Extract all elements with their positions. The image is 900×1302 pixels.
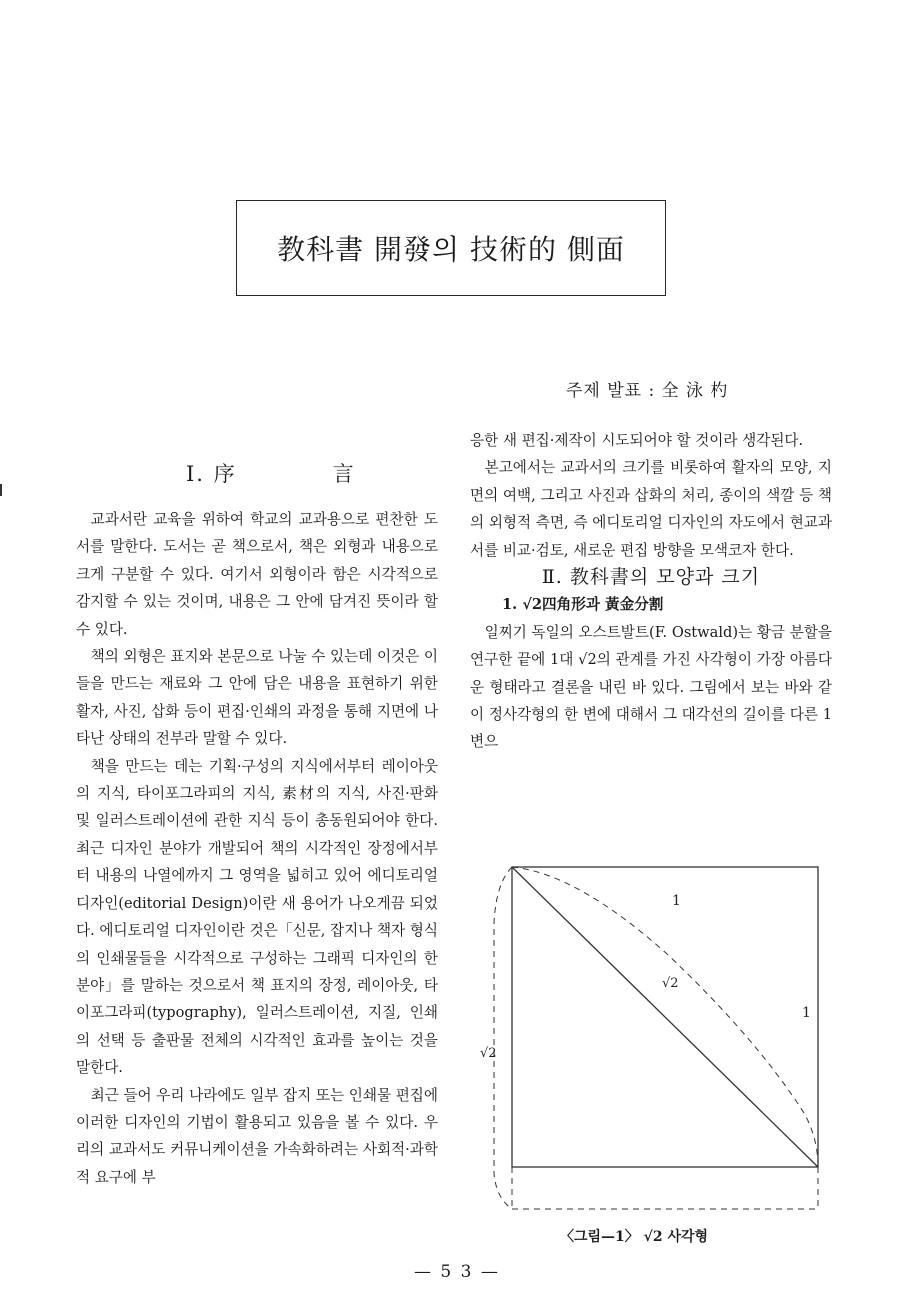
diagonal-line bbox=[512, 867, 818, 1167]
label-right: 1 bbox=[802, 1005, 811, 1021]
scan-edge-mark bbox=[0, 484, 2, 496]
page-number: — 5 3 — bbox=[414, 1262, 500, 1282]
figure-caption: 〈그림—1〉 √2 사각형 bbox=[560, 1229, 709, 1245]
dashed-arc-left bbox=[494, 867, 512, 1209]
label-top: 1 bbox=[672, 893, 681, 909]
section-1-heading bbox=[186, 458, 356, 488]
label-diagonal: √2 bbox=[662, 976, 679, 991]
presenter-line: 주제 발표 : 全 泳 杓 bbox=[566, 381, 729, 401]
body-paragraph: 일찌기 독일의 오스트발트(F. Ostwald)는 황금 분할을 연구한 끝에 1대 √2의 관계를 가진 사각형이 가장 아름다운 형태라고 결론을 내린 바 있다. 그림에서 보는 바와 같이 정사각형의 한 변에 대해서 그 대각선의 길이를 다른 1변으 bbox=[470, 623, 832, 751]
label-left: √2 bbox=[480, 1046, 497, 1061]
section-2-heading: Ⅱ. 教科書의 모양과 크기 bbox=[541, 566, 761, 589]
body-paragraph: 책의 외형은 표지와 본문으로 나눌 수 있는데 이것은 이들을 만드는 재료와 그 안에 담은 내용을 표현하기 위한 활자, 사진, 삽화 등이 편집·인쇄의 과정을 통해 지면에 나타난 상태의 전부라 말할 수 있다. bbox=[76, 648, 438, 748]
body-paragraph: 교과서란 교육을 위하여 학교의 교과용으로 편찬한 도서를 말한다. 도서는 곧 책으로서, 책은 외형과 내용으로 크게 구분할 수 있다. 여기서 외형이라 함은 시각적으로 감지할 수 있는 것이며, 내용은 그 안에 담겨진 뜻이라 할 수 있다. bbox=[76, 511, 438, 638]
left-column bbox=[76, 506, 438, 1191]
body-paragraph: 책을 만드는 데는 기획·구성의 지식에서부터 레이아웃의 지식, 타이포그라피의 지식, 素材의 지식, 사진·판화 및 일러스트레이션에 관한 지식 등이 총동원되어야 한다. 최근 디자인 분야가 개발되어 책의 시각적인 장정에서부터 내용의 나열에까지 그 영역을 넓히고 있어 에디토리얼 디자인(editorial Design)이란 새 용어가 나오게끔 되었다. 에디토리얼 디자인이란 것은「신문, 잡지나 책자 형식의 인쇄물들을 시각적으로 구성하는 그래픽 디자인의 한 분야」를 말하는 것으로서 책 표지의 장정, 레이아웃, 타이포그라피(typography), 일러스트레이션, 지질, 인쇄의 선택 등 출판물 전체의 시각적인 효과를 높이는 것을 말한다. bbox=[76, 757, 438, 1077]
subsection-heading: 1. √2四角形과 黃金分割 bbox=[502, 596, 664, 614]
section-1-number: Ⅰ. 序 bbox=[186, 462, 237, 486]
page-title: 教科書 開發의 技術的 側面 bbox=[277, 233, 625, 266]
body-paragraph: 본고에서는 교과서의 크기를 비롯하여 활자의 모양, 지면의 여백, 그리고 사진과 삽화의 처리, 종이의 색깔 등 책의 외형적 측면, 즉 에디토리얼 디자인의 자도에서 현교과서를 비교·검토, 새로운 편집 방향을 모색코자 한다. bbox=[470, 459, 832, 559]
section-1-label: 言 bbox=[332, 462, 356, 486]
title-box bbox=[236, 200, 666, 296]
right-column bbox=[470, 427, 832, 756]
body-paragraph: 최근 들어 우리 나라에도 일부 잡지 또는 인쇄물 편집에 이러한 디자인의 기법이 활용되고 있음을 볼 수 있다. 우리의 교과서도 커뮤니케이션을 가속화하려는 사회적·과학적 요구에 부 bbox=[76, 1086, 438, 1186]
sqrt2-rectangle-figure bbox=[480, 853, 826, 1218]
body-paragraph: 응한 새 편집·제작이 시도되어야 할 것이라 생각된다. bbox=[470, 432, 804, 449]
